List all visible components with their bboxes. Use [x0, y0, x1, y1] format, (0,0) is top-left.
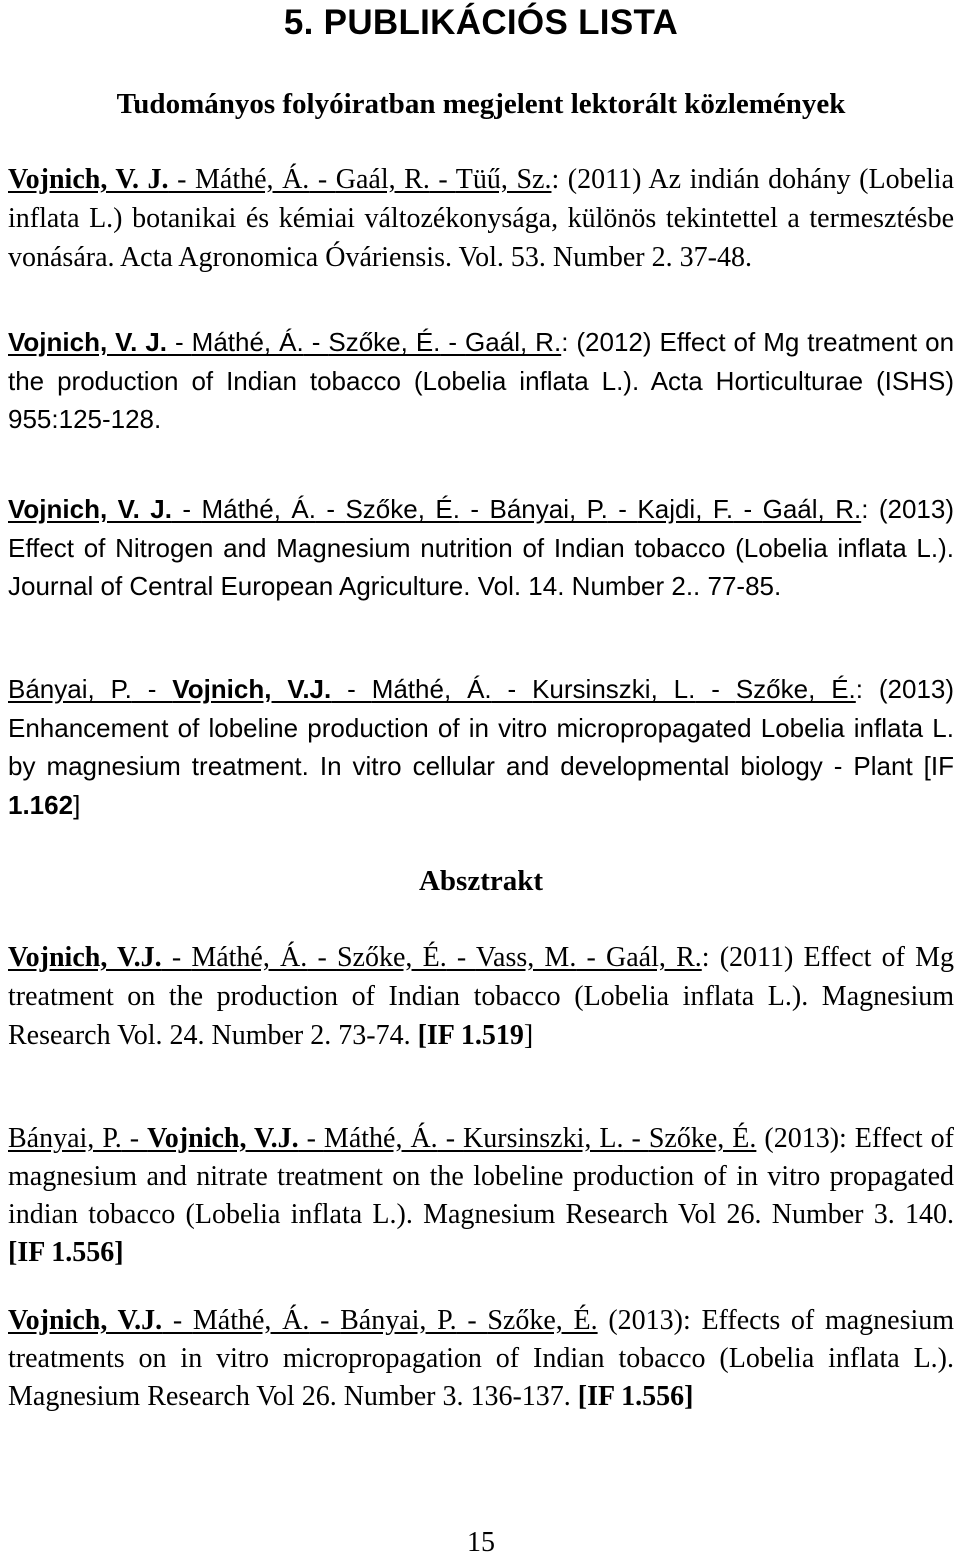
author-name: Vojnich, V. J. [8, 494, 172, 524]
author-name: Vojnich, V.J. [8, 942, 162, 973]
author-separator: - [576, 942, 607, 973]
author-name: Szőke, É. [345, 494, 460, 524]
author-separator: - [331, 674, 372, 704]
author-separator: - [298, 1123, 324, 1154]
impact-factor: [IF 1.556] [577, 1381, 694, 1412]
author-separator: - [309, 164, 336, 195]
author-name: Kursinszki, L. [463, 1123, 624, 1154]
author-separator: - [168, 164, 195, 195]
citation-text: (2013): Effects of magnesium treatments on in vitro micropropagation of Indian tobacco (Lobelia inflata L.). Magnesium Research Vol 26. Number 3. 136-137. [8, 1305, 955, 1412]
impact-factor: [IF 1.556] [8, 1237, 124, 1268]
impact-factor: [IF 1.162] [8, 751, 954, 820]
author-separator: - [623, 1123, 649, 1154]
author-separator: - [121, 1123, 148, 1154]
author-name: Bányai, P. [8, 1123, 122, 1154]
author-name: Vass, M. [475, 942, 577, 973]
citation-text: (2013): Effect of magnesium and nitrate treatment on the lobeline production of in vitro propagated indian tobacco (Lobelia inflata L.). Magnesium Research Vol 26. Number 3. 140. [8, 1123, 955, 1230]
author-name: Gaál, R. [465, 327, 562, 357]
author-list [8, 327, 561, 357]
author-name: Vojnich, V.J. [172, 674, 332, 704]
author-name: Kajdi, F. [637, 494, 734, 524]
author-name: Szőke, É. [735, 674, 856, 704]
author-separator: - [307, 942, 337, 973]
author-name: Bányai, P. [340, 1305, 457, 1336]
author-name: Máthé, Á. [195, 164, 310, 195]
author-separator: - [161, 942, 192, 973]
author-name: Máthé, Á. [192, 1305, 310, 1336]
author-separator: - [695, 674, 736, 704]
section-title-journals: Tudományos folyóiratban megjelent lektorált közlemények [116, 88, 846, 120]
section-title-abstracts: Absztrakt [418, 865, 544, 897]
author-separator: - [437, 1123, 464, 1154]
author-name: Máthé, Á. [371, 674, 492, 704]
author-list [8, 1123, 756, 1154]
author-separator: - [456, 1305, 488, 1336]
author-name: Máthé, Á. [191, 327, 304, 357]
author-name: Vojnich, V.J. [147, 1123, 299, 1154]
author-list [8, 674, 856, 704]
author-separator: - [491, 674, 533, 704]
chapter-title: 5. PUBLIKÁCIÓS LISTA [283, 3, 679, 42]
author-separator: - [429, 164, 456, 195]
citation-text: : (2011) Effect of Mg treatment on the production of Indian tobacco (Lobelia inflata L.). Magnesium Research Vol. 24. Number 2. 73-74. [8, 942, 954, 1051]
author-name: Szőke, É. [648, 1123, 757, 1154]
author-name: Szőke, É. [487, 1305, 598, 1336]
author-separator: - [162, 1305, 193, 1336]
author-name: Szőke, É. [336, 942, 447, 973]
author-separator: - [733, 494, 763, 524]
author-separator: - [315, 494, 346, 524]
abstract-entry [8, 938, 954, 1055]
author-name: Máthé, Á. [191, 942, 308, 973]
author-separator: - [309, 1305, 341, 1336]
author-list [8, 1305, 598, 1336]
citation-text: : (2012) Effect of Mg treatment on the production of Indian tobacco (Lobelia inflata L.). Acta Horticulturae (ISHS) 955:125-128. [8, 327, 955, 434]
abstract-entry [8, 1302, 954, 1416]
author-separator: - [446, 942, 476, 973]
citation-text: : (2013) Effect of Nitrogen and Magnesium nutrition of Indian tobacco (Lobelia inflata L.). Journal of Central European Agriculture. Vol. 14. Number 2.. 77-85. [8, 494, 955, 601]
author-name: Bányai, P. [8, 674, 132, 704]
author-separator: - [171, 494, 202, 524]
author-name: Máthé, Á. [323, 1123, 438, 1154]
author-separator: - [459, 494, 490, 524]
impact-factor: [IF 1.519] [417, 1020, 534, 1051]
author-list [8, 164, 551, 195]
author-name: Gaál, R. [335, 164, 430, 195]
abstract-entry [8, 1120, 954, 1272]
publication-entry [8, 323, 954, 439]
author-name: Vojnich, V. J. [8, 164, 169, 195]
page-number: 15 [467, 1527, 495, 1558]
author-list [8, 942, 702, 973]
author-name: Máthé, Á. [201, 494, 316, 524]
publication-entry [8, 670, 954, 824]
author-name: Tüű, Sz. [455, 164, 552, 195]
author-separator: - [131, 674, 173, 704]
citation-text: : (2011) Az indián dohány (Lobelia inflata L.) botanikai és kémiai változékonysága, különös tekintettel a termesztésbe vonására. Acta Agronomica Óváriensis. Vol. 53. Number 2. 37-48. [8, 164, 955, 273]
author-separator: - [303, 327, 329, 357]
author-list [8, 494, 861, 524]
author-name: Vojnich, V.J. [8, 1305, 163, 1336]
author-separator: - [167, 327, 192, 357]
author-separator: - [607, 494, 638, 524]
author-name: Vojnich, V. J. [8, 327, 168, 357]
author-name: Gaál, R. [762, 494, 862, 524]
impact-factor-value: 1.519 [453, 1020, 524, 1051]
author-name: Szőke, É. [328, 327, 441, 357]
impact-factor-value: 1.162 [8, 789, 74, 820]
author-name: Bányai, P. [489, 494, 608, 524]
publication-entry [8, 160, 954, 277]
author-name: Gaál, R. [606, 942, 702, 973]
publication-entry [8, 490, 954, 606]
author-separator: - [440, 327, 466, 357]
citation-text: : (2013) Enhancement of lobeline production of in vitro micropropagated Lobelia inflata L. by magnesium treatment. In vitro cellular and developmental biology - Plant [8, 674, 955, 781]
author-name: Kursinszki, L. [532, 674, 696, 704]
